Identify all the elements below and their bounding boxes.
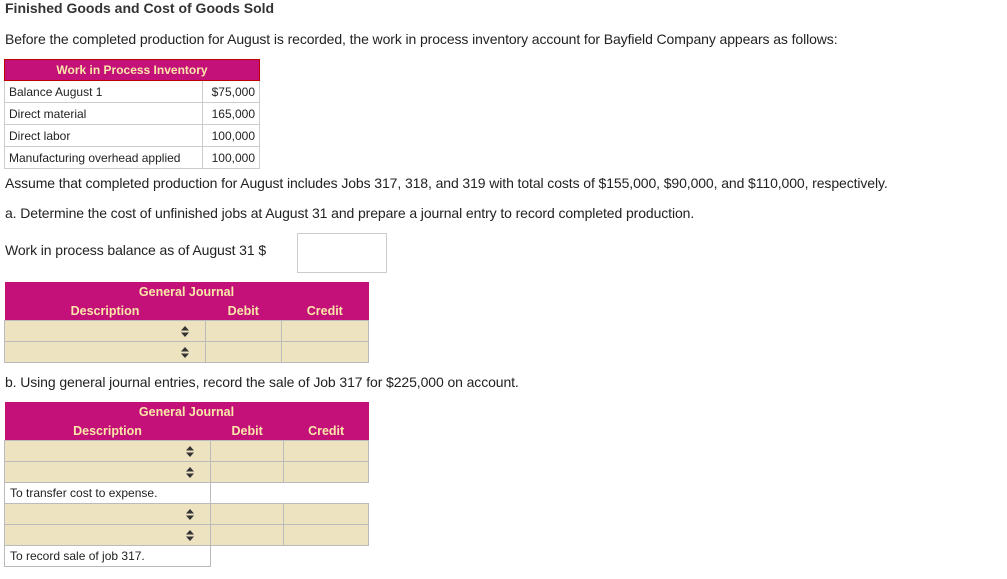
intro-text: Before the completed production for August is recorded, the work in process inventory account for Bayfield Company appears as follows: bbox=[5, 31, 838, 47]
row-value: 165,000 bbox=[202, 103, 259, 125]
blank-cell bbox=[211, 546, 284, 567]
journal-title: General Journal bbox=[5, 282, 369, 301]
journal-row bbox=[5, 504, 369, 525]
debit-input[interactable] bbox=[211, 441, 284, 462]
select-arrows-icon bbox=[186, 467, 194, 478]
table-row bbox=[5, 81, 260, 103]
wip-header: Work in Process Inventory bbox=[5, 60, 260, 81]
entry-note: To transfer cost to expense. bbox=[5, 483, 211, 504]
debit-input[interactable] bbox=[206, 342, 282, 363]
account-select[interactable] bbox=[5, 342, 206, 363]
row-value: 100,000 bbox=[202, 147, 259, 169]
account-select[interactable] bbox=[5, 504, 211, 525]
row-value: 100,000 bbox=[202, 125, 259, 147]
blank-cell bbox=[211, 483, 284, 504]
part-b-text: b. Using general journal entries, record the sale of Job 317 for $225,000 on account. bbox=[5, 374, 519, 390]
select-arrows-icon bbox=[181, 347, 189, 358]
credit-header: Credit bbox=[284, 421, 369, 441]
account-select[interactable] bbox=[5, 525, 211, 546]
debit-input[interactable] bbox=[211, 462, 284, 483]
credit-input[interactable] bbox=[284, 441, 369, 462]
row-label: Direct material bbox=[5, 103, 203, 125]
account-select[interactable] bbox=[5, 441, 211, 462]
blank-cell bbox=[284, 483, 369, 504]
debit-header: Debit bbox=[211, 421, 284, 441]
journal-row bbox=[5, 525, 369, 546]
credit-input[interactable] bbox=[284, 525, 369, 546]
table-row bbox=[5, 147, 260, 169]
debit-input[interactable] bbox=[211, 525, 284, 546]
page-title: Finished Goods and Cost of Goods Sold bbox=[5, 0, 275, 16]
journal-row bbox=[5, 342, 369, 363]
journal-row bbox=[5, 321, 369, 342]
wip-inventory-table bbox=[4, 59, 260, 169]
note-row bbox=[5, 546, 369, 567]
journal-table-a bbox=[4, 282, 369, 363]
select-arrows-icon bbox=[186, 530, 194, 541]
table-row bbox=[5, 125, 260, 147]
wip-balance-input[interactable] bbox=[297, 233, 387, 273]
account-select[interactable] bbox=[5, 462, 211, 483]
credit-header: Credit bbox=[281, 301, 368, 321]
part-a-text: a. Determine the cost of unfinished jobs at August 31 and prepare a journal entry to record completed production. bbox=[5, 205, 695, 221]
wip-balance-label: Work in process balance as of August 31 $ bbox=[5, 242, 267, 258]
debit-input[interactable] bbox=[206, 321, 282, 342]
blank-cell bbox=[284, 546, 369, 567]
debit-input[interactable] bbox=[211, 504, 284, 525]
select-arrows-icon bbox=[186, 509, 194, 520]
select-arrows-icon bbox=[186, 446, 194, 457]
entry-note: To record sale of job 317. bbox=[5, 546, 211, 567]
table-row bbox=[5, 103, 260, 125]
account-select[interactable] bbox=[5, 321, 206, 342]
note-row bbox=[5, 483, 369, 504]
assume-text: Assume that completed production for August includes Jobs 317, 318, and 319 with total costs of $155,000, $90,000, and $110,000, respectively. bbox=[5, 175, 888, 191]
credit-input[interactable] bbox=[284, 504, 369, 525]
journal-row bbox=[5, 462, 369, 483]
row-label: Manufacturing overhead applied bbox=[5, 147, 203, 169]
row-value: $75,000 bbox=[202, 81, 259, 103]
debit-header: Debit bbox=[206, 301, 282, 321]
journal-row bbox=[5, 441, 369, 462]
select-arrows-icon bbox=[181, 326, 189, 337]
journal-title: General Journal bbox=[5, 402, 369, 421]
credit-input[interactable] bbox=[281, 342, 368, 363]
row-label: Balance August 1 bbox=[5, 81, 203, 103]
row-label: Direct labor bbox=[5, 125, 203, 147]
credit-input[interactable] bbox=[284, 462, 369, 483]
description-header: Description bbox=[5, 421, 211, 441]
description-header: Description bbox=[5, 301, 206, 321]
journal-table-b bbox=[4, 402, 369, 567]
credit-input[interactable] bbox=[281, 321, 368, 342]
